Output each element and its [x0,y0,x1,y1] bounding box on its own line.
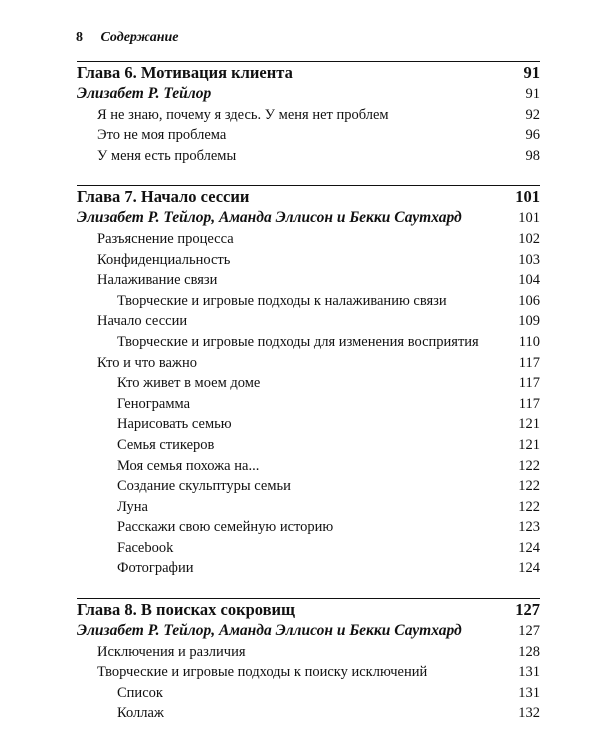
toc-entry-title: Луна [117,498,148,515]
section-gap [77,166,540,182]
toc-entry-page: 101 [518,210,540,227]
section-gap [77,579,540,595]
toc-entry-page: 103 [518,251,540,268]
toc-entry-page: 131 [518,684,540,701]
toc-entry-page: 122 [518,498,540,515]
toc-entry-page: 127 [518,623,540,640]
toc-entry-title: Генограмма [117,395,191,412]
toc-entry[interactable] [77,125,540,146]
toc-subentry[interactable] [77,558,540,579]
toc-entry[interactable] [77,662,540,683]
toc-entry-page: 122 [518,478,540,495]
toc-entry-title: Глава 8. В поисках сокровищ [77,600,295,620]
toc-entry-page: 131 [518,664,540,681]
toc-entry-page: 124 [518,539,540,556]
toc-entry-page: 98 [525,147,540,164]
toc-subentry[interactable] [77,517,540,538]
toc-entry-title: Глава 6. Мотивация клиента [77,63,293,82]
toc-entry-title: Творческие и игровые подходы к налаживанию связи [117,292,447,309]
toc-entry-title: Элизабет Р. Тейлор, Аманда Эллисон и Бекки Саутхард [77,209,462,227]
toc-entry-page: 124 [518,560,540,577]
running-header [76,30,178,46]
toc-entry-page: 122 [518,457,540,474]
toc-entry-title: Кто и что важно [97,354,197,371]
toc-entry-title: Творческие и игровые подходы для изменения восприятия [117,333,479,350]
toc-entry[interactable] [77,229,540,250]
toc-entry[interactable] [77,311,540,332]
toc-entry-title: Начало сессии [97,313,188,330]
toc-subentry[interactable] [77,497,540,518]
toc-entry-title: Моя семья похожа на... [117,457,260,474]
toc-entry-page: 91 [523,63,540,82]
toc-entry-title: Расскажи свою семейную историю [117,519,334,536]
toc-entry-title: Налаживание связи [97,272,218,289]
toc-entry-title: Творческие и игровые подходы к поиску исключений [97,664,428,681]
toc-subentry[interactable] [77,456,540,477]
toc-entry-page: 109 [518,313,540,330]
toc-entry-title: Элизабет Р. Тейлор, Аманда Эллисон и Бекки Саутхард [77,622,462,640]
toc-subentry[interactable] [77,373,540,394]
chapter-heading[interactable] [77,185,540,208]
toc-entry-page: 117 [518,354,540,371]
chapter-authors[interactable] [77,84,540,105]
page-number: 8 [76,30,83,45]
toc-entry-page: 104 [518,272,540,289]
toc-entry-page: 117 [518,395,540,412]
toc-entry-title: Исключения и различия [97,643,246,660]
toc-entry-page: 110 [518,333,540,350]
toc-entry-title: Facebook [117,539,174,556]
toc-entry[interactable] [77,146,540,167]
toc-entry-title: Создание скульптуры семьи [117,478,291,495]
toc-subentry[interactable] [77,476,540,497]
toc-entry-title: Нарисовать семью [117,416,232,433]
toc-subentry[interactable] [77,332,540,353]
toc-entry-title: Глава 7. Начало сессии [77,187,250,207]
toc-entry-page: 121 [518,436,540,453]
table-of-contents [77,58,540,724]
toc-entry-page: 121 [518,416,540,433]
toc-entry-title: Фотографии [117,560,194,577]
toc-subentry[interactable] [77,538,540,559]
toc-entry-title: Список [117,684,163,701]
toc-subentry[interactable] [77,291,540,312]
toc-entry-title: Разъяснение процесса [97,230,234,247]
toc-subentry[interactable] [77,683,540,704]
toc-entry[interactable] [77,105,540,126]
chapter-authors[interactable] [77,208,540,229]
toc-entry-page: 91 [525,86,540,102]
toc-entry[interactable] [77,250,540,271]
chapter-authors[interactable] [77,621,540,642]
toc-entry-page: 101 [515,187,540,207]
toc-entry-page: 123 [518,519,540,536]
toc-subentry[interactable] [77,414,540,435]
toc-entry-title: Кто живет в моем доме [117,375,261,392]
toc-entry-title: Конфиденциальность [97,251,231,268]
toc-entry-title: У меня есть проблемы [97,147,237,164]
running-title: Содержание [100,30,179,45]
toc-entry-page: 102 [518,230,540,247]
toc-entry-page: 117 [518,375,540,392]
toc-entry-page: 127 [515,600,540,620]
toc-entry[interactable] [77,353,540,374]
toc-subentry[interactable] [77,703,540,724]
chapter-heading[interactable] [77,598,540,621]
toc-entry-title: Элизабет Р. Тейлор [77,85,212,102]
toc-entry-title: Это не моя проблема [97,127,227,144]
toc-entry-page: 132 [518,705,540,722]
toc-entry-title: Коллаж [117,705,164,722]
toc-entry[interactable] [77,270,540,291]
toc-entry-page: 106 [518,292,540,309]
toc-entry-page: 128 [518,643,540,660]
toc-entry[interactable] [77,642,540,663]
toc-entry-title: Семья стикеров [117,436,215,453]
toc-entry-page: 92 [525,106,540,123]
toc-subentry[interactable] [77,394,540,415]
toc-entry-page: 96 [525,127,540,144]
toc-entry-title: Я не знаю, почему я здесь. У меня нет проблем [97,106,389,123]
toc-subentry[interactable] [77,435,540,456]
chapter-heading[interactable] [77,61,540,84]
